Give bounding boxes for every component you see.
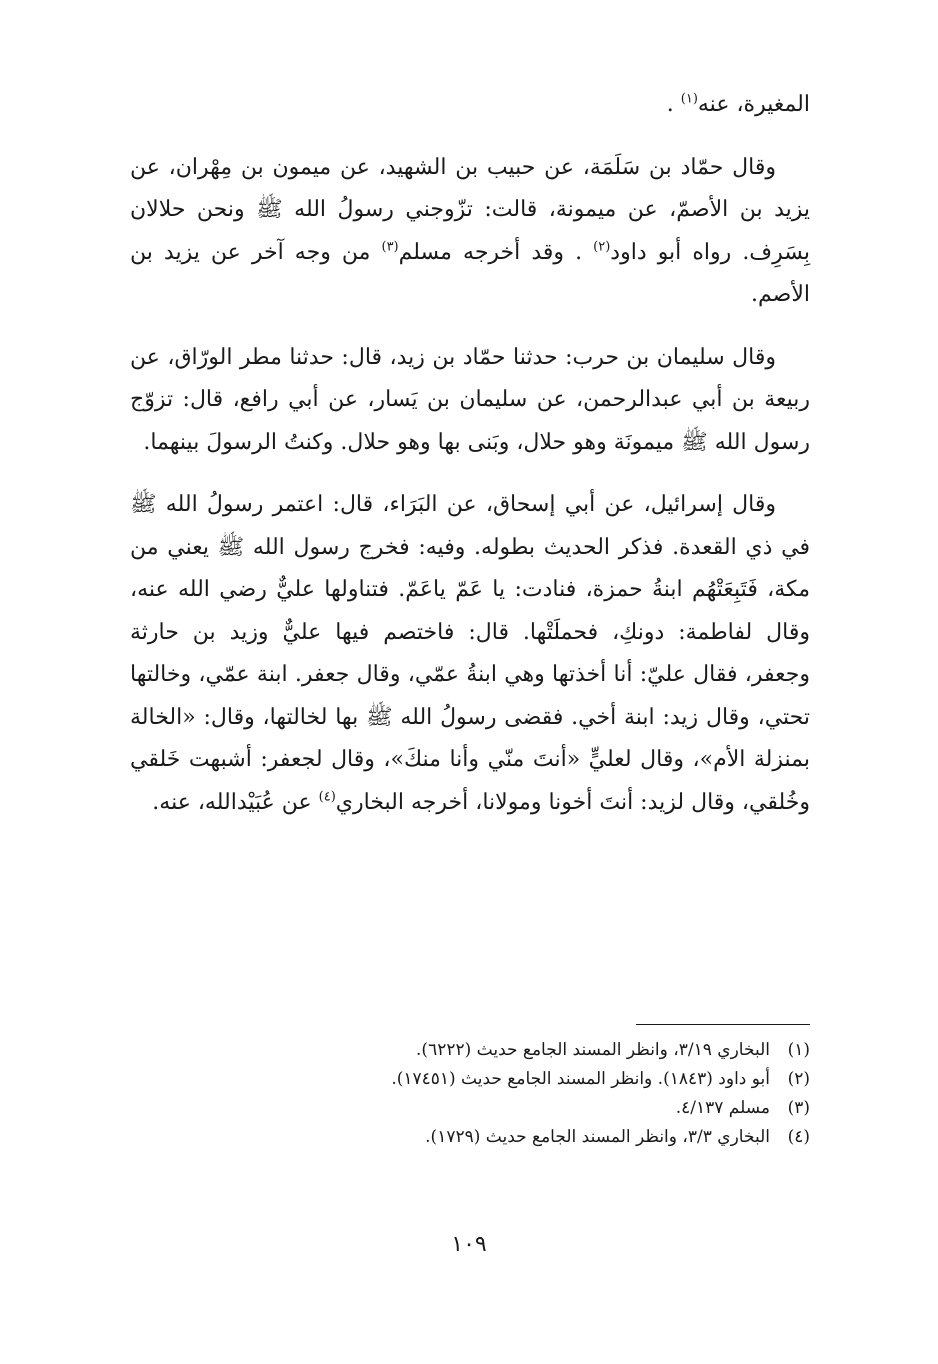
main-text: [130, 84, 810, 844]
footnote-item: [130, 1065, 810, 1094]
footnote-ref-2[interactable]: (٢): [593, 239, 611, 255]
paragraph-3: [130, 337, 810, 465]
footnote-text: أبو داود (١٨٤٣). وانظر المسند الجامع حديث (١٧٤٥١).: [391, 1069, 770, 1089]
footnote-ref-4[interactable]: (٤): [318, 789, 336, 805]
footnote-item: [130, 1123, 810, 1152]
footnote-number: (٢): [787, 1069, 810, 1089]
text-run: وقال سليمان بن حرب: حدثنا حمّاد بن زيد، قال: حدثنا مطر الورّاق، عن ربيعة بن أبي عبدالرحمن، عن سليمان بن يَسار، عن أبي رافع، قال: تزوّج رسول الله ﷺ ميمونَة وهو حلال، وبَنى بها وهو حلال. وكنتُ الرسولَ بينهما.: [130, 344, 810, 455]
paragraph-1: [130, 84, 810, 127]
footnote-number: (١): [787, 1040, 810, 1060]
text-run: . وقد أخرجه مسلم: [398, 239, 594, 265]
footnote-text: مسلم ٤/١٣٧.: [675, 1098, 770, 1118]
footnote-divider: [636, 1024, 810, 1025]
footnote-item: [130, 1036, 810, 1065]
footnote-item: [130, 1094, 810, 1123]
paragraph-4: [130, 484, 810, 824]
footnote-text: البخاري ٣/٣، وانظر المسند الجامع حديث (١٧٢٩).: [425, 1127, 770, 1147]
text-run: المغيرة، عنه: [697, 92, 810, 117]
footnote-number: (٣): [787, 1098, 810, 1118]
text-run: .: [666, 92, 681, 117]
paragraph-2: [130, 147, 810, 317]
text-run: وقال حمّاد بن سَلَمَة، عن حبيب بن الشهيد، عن ميمون بن مِهْران، عن يزيد بن الأصمّ، عن ميمونة، قالت: تزّوجني رسولُ الله ﷺ ونحن حلالان بِسَرِف. رواه أبو داود: [130, 154, 811, 265]
footnote-ref-3[interactable]: (٣): [381, 239, 399, 255]
text-run: من وجه آخر عن يزيد بن الأصم.: [130, 239, 810, 307]
footnotes-list: [130, 1036, 810, 1152]
footnote-number: (٤): [787, 1127, 810, 1147]
footnote-text: البخاري ٣/١٩، وانظر المسند الجامع حديث (٦٢٢٢).: [416, 1040, 770, 1060]
footnote-ref-1[interactable]: (١): [680, 91, 698, 107]
text-run: وقال إسرائيل، عن أبي إسحاق، عن البَرَاء، قال: اعتمر رسولُ الله ﷺ في ذي القعدة. فذكر الحديث بطوله. وفيه: فخرج رسول الله ﷺ يعني من مكة، فَتَبِعَتْهُم ابنةُ حمزة، فنادت: يا عَمّ ياعَمّ. فتناولها عليٌّ رضي الله عنه، وقال لفاطمة: دونكِ، فحملَتْها. قال: فاختصم فيها عليٌّ وزيد بن حارثة وجعفر، فقال عليّ: أنا أخذتها وهي ابنةُ عمّي، وقال جعفر. ابنة عمّي، وخالتها تحتي، وقال زيد: ابنة أخي. فقضى رسولُ الله ﷺ بها لخالتها، وقال: «الخالة بمنزلة الأم»، وقال لعليٍّ «أنتَ منّي وأنا منكَ»، وقال لجعفر: أشبهت خَلقي وخُلقي، وقال لزيد: أنتَ أخونا ومولانا، أخرجه البخاري: [130, 492, 810, 815]
text-run: عن عُبَيْدالله، عنه.: [152, 789, 319, 815]
page-number: ١٠٩: [451, 1232, 487, 1257]
